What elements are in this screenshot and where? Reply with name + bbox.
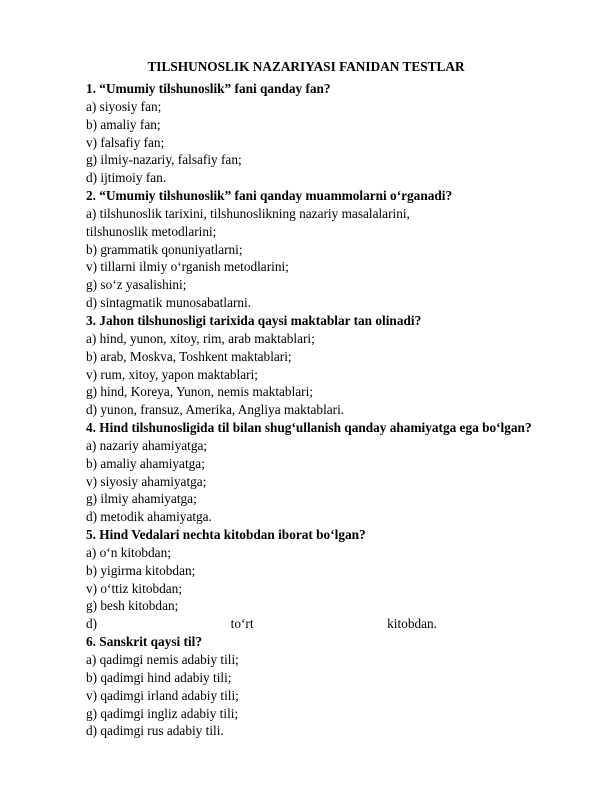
question-5-option-d (86, 615, 437, 633)
question-5-option-g: g) besh kitobdan; (86, 598, 179, 614)
question-1-option-g: g) ilmiy-nazariy, falsafiy fan; (86, 152, 242, 168)
question-4-option-v: v) siyosiy ahamiyatga; (86, 473, 207, 489)
question-2-option-a: a) tilshunoslik tarixini, tilshunoslikning nazariy masalalarini, (86, 205, 410, 221)
question-1-option-a: a) siyosiy fan; (86, 98, 162, 114)
page-title: TILSHUNOSLIK NAZARIYASI FANIDAN TESTLAR (147, 59, 465, 74)
question-5: 5. Hind Vedalari nechta kitobdan iborat bo‘lgan? (86, 527, 366, 543)
question-6: 6. Sanskrit qaysi til? (86, 634, 203, 650)
question-1-option-d: d) ijtimoiy fan. (86, 170, 167, 186)
question-2: 2. “Umumiy tilshunoslik” fani qanday muammolarni o‘rganadi? (86, 188, 453, 204)
question-2-option-a-continued: tilshunoslik metodlarini; (86, 223, 217, 239)
option-letter: d) (86, 616, 98, 632)
question-5-option-b: b) yigirma kitobdan; (86, 562, 196, 578)
question-6-option-g: g) qadimgi ingliz adabiy tili; (86, 705, 239, 721)
question-2-option-v: v) tillarni ilmiy o‘rganish metodlarini; (86, 259, 289, 275)
question-3-option-v: v) rum, xitoy, yapon maktablari; (86, 366, 258, 382)
question-6-option-a: a) qadimgi nemis adabiy tili; (86, 652, 239, 667)
question-2-option-d: d) sintagmatik munosabatlarni. (86, 295, 252, 311)
question-4-option-g: g) ilmiy ahamiyatga; (86, 491, 197, 507)
question-4-option-a: a) nazariy ahamiyatga; (86, 437, 208, 453)
question-6-option-v: v) qadimgi irland adabiy tili; (86, 687, 239, 703)
question-3-option-b: b) arab, Moskva, Toshkent maktablari; (86, 348, 292, 364)
option-word-2: kitobdan. (387, 616, 437, 632)
test-body (86, 80, 576, 740)
question-3: 3. Jahon tilshunosligi tarixida qaysi maktablar tan olinadi? (86, 312, 422, 328)
question-3-option-a: a) hind, yunon, xitoy, rim, arab maktablari; (86, 330, 315, 346)
question-4-option-d: d) metodik ahamiyatga. (86, 509, 212, 525)
question-5-option-a: a) o‘n kitobdan; (86, 544, 171, 560)
question-6-option-b: b) qadimgi hind adabiy tili; (86, 669, 232, 685)
question-3-option-d: d) yunon, fransuz, Amerika, Angliya maktablari. (86, 402, 345, 418)
question-3-option-g: g) hind, Koreya, Yunon, nemis maktablari; (86, 384, 313, 400)
question-2-option-b: b) grammatik qonuniyatlarni; (86, 241, 243, 257)
question-4-option-b: b) amaliy ahamiyatga; (86, 455, 205, 471)
question-4: 4. Hind tilshunosligida til bilan shug‘ullanish qanday ahamiyatga ega bo‘lgan? (86, 420, 532, 436)
question-5-option-v: v) o‘ttiz kitobdan; (86, 580, 183, 596)
question-1: 1. “Umumiy tilshunoslik” fani qanday fan? (86, 81, 331, 96)
question-1-option-v: v) falsafiy fan; (86, 134, 165, 150)
question-1-option-b: b) amaliy fan; (86, 116, 161, 132)
question-6-option-d: d) qadimgi rus adabiy tili. (86, 723, 224, 739)
option-word-1: to‘rt (230, 616, 254, 632)
question-2-option-g: g) so‘z yasalishini; (86, 277, 187, 293)
